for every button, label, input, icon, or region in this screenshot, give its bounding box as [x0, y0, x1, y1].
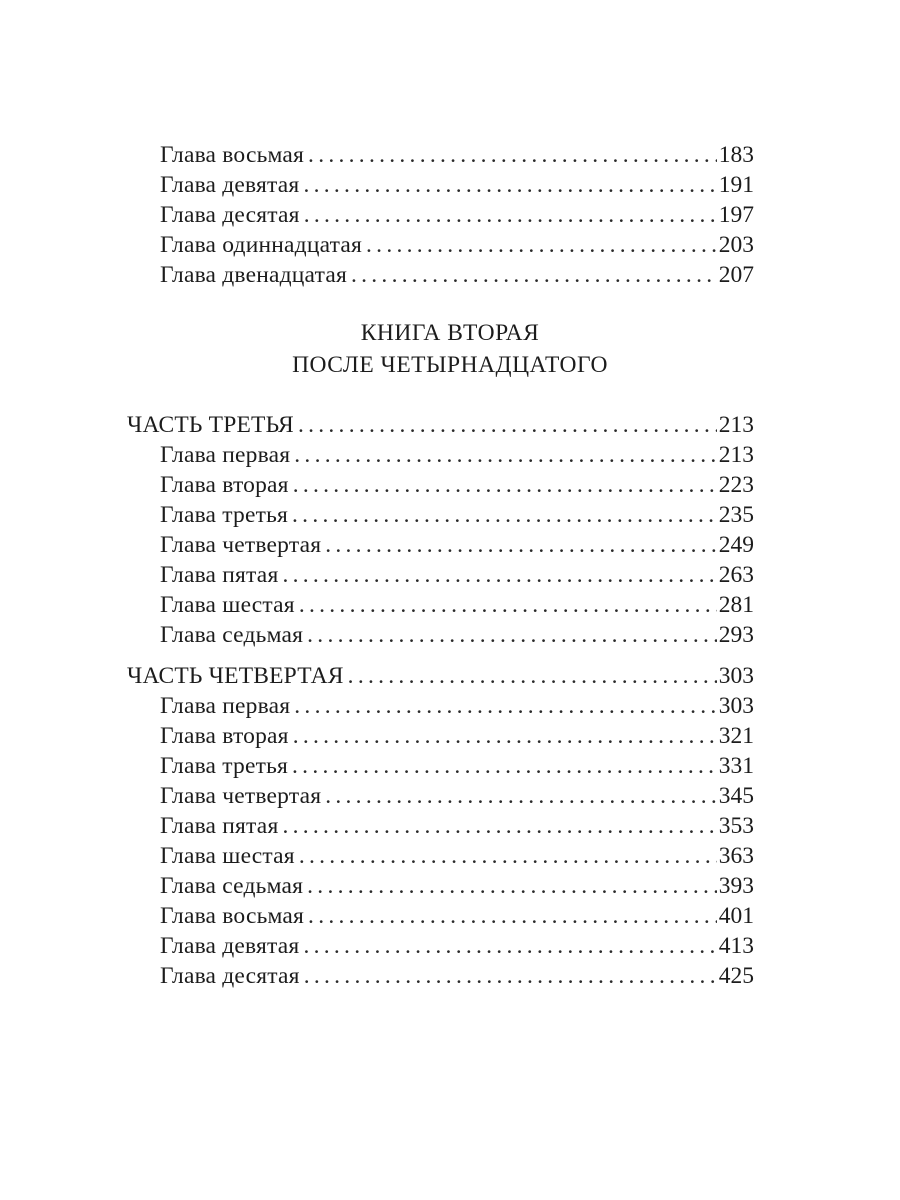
dot-leader	[308, 901, 717, 931]
toc-entry-page: 191	[718, 172, 754, 198]
toc-entry-title: Глава седьмая	[160, 873, 304, 899]
toc-entry-title: Глава первая	[160, 693, 291, 719]
toc-entry-page: 293	[718, 622, 754, 648]
toc-entry-title: Глава шестая	[160, 592, 295, 618]
toc-entry	[160, 170, 754, 200]
dot-leader	[351, 260, 717, 290]
toc-entry	[160, 931, 754, 961]
dot-leader	[348, 661, 717, 691]
toc-entry-page: 413	[718, 933, 754, 959]
toc-entry-page: 331	[718, 753, 754, 779]
toc-entry-title: Глава восьмая	[160, 142, 305, 168]
toc-entry-title: Глава десятая	[160, 963, 300, 989]
dot-leader	[282, 560, 716, 590]
toc-entry	[160, 751, 754, 781]
toc-entry	[160, 500, 754, 530]
toc-entry-title: Глава пятая	[160, 813, 279, 839]
toc-entry-page: 213	[718, 442, 754, 468]
toc-entry-title: Глава четвертая	[160, 783, 322, 809]
toc-entry-title: Глава одиннадцатая	[160, 232, 363, 258]
toc-entry	[160, 440, 754, 470]
toc-entry-page: 235	[718, 502, 754, 528]
toc-entry-title: Глава десятая	[160, 202, 300, 228]
dot-leader	[282, 811, 716, 841]
toc-entry-title: Глава шестая	[160, 843, 295, 869]
toc-entry	[160, 901, 754, 931]
dot-leader	[292, 751, 717, 781]
toc-entry-title: Глава седьмая	[160, 622, 304, 648]
toc-entry	[160, 620, 754, 650]
toc-entry	[160, 961, 754, 991]
toc-entry-title: Глава девятая	[160, 933, 300, 959]
dot-leader	[299, 841, 717, 871]
toc-entry-page: 207	[718, 262, 754, 288]
dot-leader	[294, 691, 716, 721]
toc-entry-page: 203	[718, 232, 754, 258]
toc-entry	[160, 140, 754, 170]
toc-entry-title: Глава вторая	[160, 723, 289, 749]
dot-leader	[307, 871, 717, 901]
dot-leader	[293, 470, 717, 500]
toc-entry-page: 223	[718, 472, 754, 498]
dot-leader	[304, 200, 717, 230]
toc-entry-page: 183	[718, 142, 754, 168]
toc-entry-title: Глава третья	[160, 753, 289, 779]
toc-part-page: 213	[718, 412, 754, 438]
dot-leader	[299, 590, 717, 620]
toc-entry-page: 401	[718, 903, 754, 929]
toc-entry-title: Глава двенадцатая	[160, 262, 347, 288]
dot-leader	[325, 781, 717, 811]
toc-entry	[160, 200, 754, 230]
toc-entry	[160, 470, 754, 500]
toc-entry-page: 345	[718, 783, 754, 809]
toc-entry	[160, 530, 754, 560]
toc-entry	[160, 691, 754, 721]
dot-leader	[293, 721, 717, 751]
dot-leader	[308, 140, 717, 170]
dot-leader	[366, 230, 717, 260]
dot-leader	[304, 961, 717, 991]
toc-entry-page: 197	[718, 202, 754, 228]
toc-entry-page: 321	[718, 723, 754, 749]
toc-entry-page: 249	[718, 532, 754, 558]
toc-entry	[160, 260, 754, 290]
toc-entry-title: Глава пятая	[160, 562, 279, 588]
dot-leader	[325, 530, 717, 560]
toc-entry-title: Глава четвертая	[160, 532, 322, 558]
toc-part-title: ЧАСТЬ ЧЕТВЕРТАЯ	[127, 663, 344, 689]
toc-entry-title: Глава вторая	[160, 472, 289, 498]
toc-entry-page: 353	[718, 813, 754, 839]
toc-part-page: 303	[718, 663, 754, 689]
toc-entry	[160, 721, 754, 751]
toc-entry	[160, 781, 754, 811]
toc-entry-title: Глава девятая	[160, 172, 300, 198]
toc-part-title: ЧАСТЬ ТРЕТЬЯ	[127, 412, 294, 438]
toc-entry-title: Глава восьмая	[160, 903, 305, 929]
toc-entry-title: Глава третья	[160, 502, 289, 528]
toc-entry-page: 263	[718, 562, 754, 588]
book-heading: КНИГА ВТОРАЯ	[360, 320, 540, 346]
book-subheading: ПОСЛЕ ЧЕТЫРНАДЦАТОГО	[292, 352, 608, 378]
toc-entry	[160, 841, 754, 871]
toc-entry-page: 281	[718, 592, 754, 618]
toc-entry	[160, 230, 754, 260]
toc-part-entry	[127, 410, 754, 440]
toc-entry	[160, 560, 754, 590]
toc-entry	[160, 871, 754, 901]
dot-leader	[307, 620, 717, 650]
toc-entry-page: 303	[718, 693, 754, 719]
toc-part-entry	[127, 661, 754, 691]
toc-entry-title: Глава первая	[160, 442, 291, 468]
dot-leader	[292, 500, 717, 530]
toc-entry-page: 393	[718, 873, 754, 899]
toc-entry-page: 425	[718, 963, 754, 989]
toc-entry-page: 363	[718, 843, 754, 869]
dot-leader	[298, 410, 717, 440]
dot-leader	[294, 440, 716, 470]
dot-leader	[303, 170, 716, 200]
dot-leader	[303, 931, 716, 961]
toc-entry	[160, 590, 754, 620]
toc-entry	[160, 811, 754, 841]
